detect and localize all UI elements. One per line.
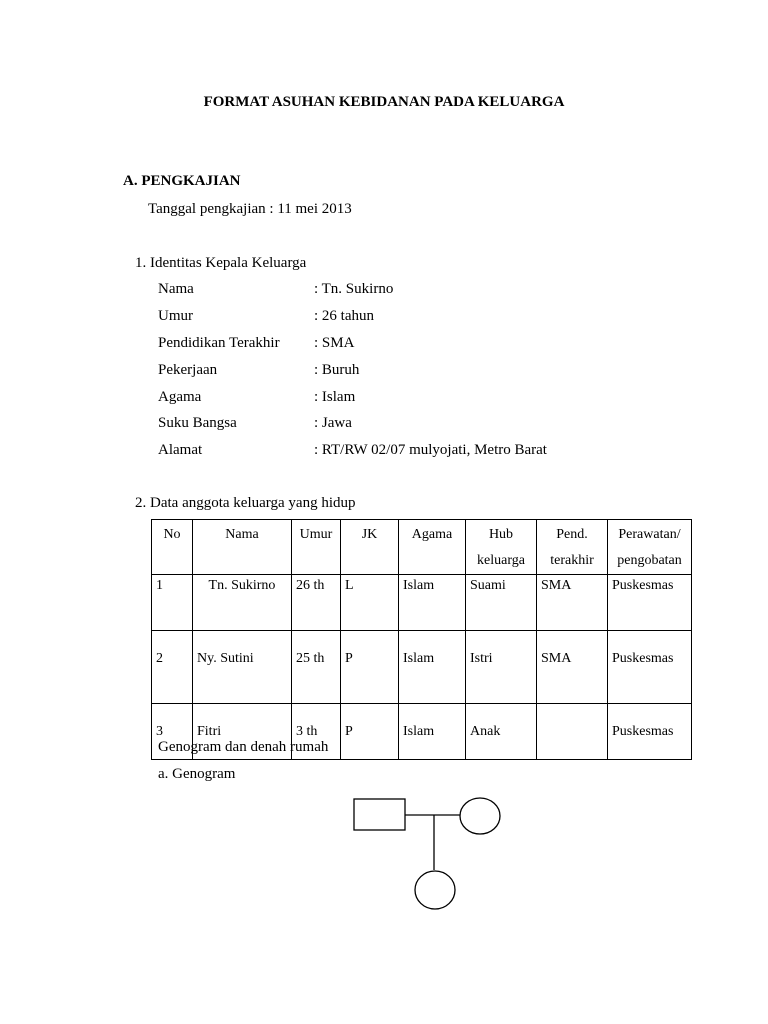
cell-nama: Fitri — [193, 704, 292, 760]
header-pend-line2: terakhir — [550, 553, 594, 568]
field-label-alamat: Alamat — [158, 442, 203, 458]
genogram-child-circle — [415, 871, 455, 909]
cell-umur: 25 th — [292, 631, 341, 704]
header-rawat-line2: pengobatan — [617, 553, 682, 568]
header-jk: JK — [341, 520, 399, 575]
table-row — [152, 631, 692, 704]
header-pend — [537, 520, 608, 575]
field-value-pendidikan: : SMA — [314, 335, 355, 351]
cell-jk: P — [341, 704, 399, 760]
section-a-heading: A. PENGKAJIAN — [123, 173, 241, 189]
field-value-alamat: : RT/RW 02/07 mulyojati, Metro Barat — [314, 442, 547, 458]
header-no: No — [152, 520, 193, 575]
field-value-nama: : Tn. Sukirno — [314, 281, 394, 297]
cell-nama: Tn. Sukirno — [193, 575, 292, 631]
cell-hub: Anak — [466, 704, 537, 760]
genogram-diagram — [340, 790, 510, 920]
header-hub-line1: Hub — [488, 527, 514, 542]
cell-no: 3 — [152, 704, 193, 760]
cell-jk: P — [341, 631, 399, 704]
header-rawat — [608, 520, 692, 575]
cell-umur: 3 th — [292, 704, 341, 760]
header-agama: Agama — [399, 520, 466, 575]
field-label-umur: Umur — [158, 308, 193, 324]
field-label-pendidikan: Pendidikan Terakhir — [158, 335, 280, 351]
family-members-table — [151, 519, 692, 760]
genogram-male-square — [354, 799, 405, 830]
cell-rawat: Puskesmas — [608, 575, 692, 631]
header-hub-line2: keluarga — [477, 553, 525, 568]
field-label-pekerjaan: Pekerjaan — [158, 362, 218, 378]
genogram-female-circle — [460, 798, 500, 834]
field-label-agama: Agama — [158, 389, 202, 405]
field-value-umur: : 26 tahun — [314, 308, 374, 324]
assessment-date: Tanggal pengkajian : 11 mei 2013 — [148, 201, 352, 217]
genogram-subheading: a. Genogram — [158, 766, 236, 782]
field-label-nama: Nama — [158, 281, 194, 297]
table-header-row — [152, 520, 692, 575]
cell-hub: Istri — [466, 631, 537, 704]
cell-agama: Islam — [399, 575, 466, 631]
cell-pend — [537, 704, 608, 760]
cell-pend: SMA — [537, 575, 608, 631]
cell-no: 1 — [152, 575, 193, 631]
field-value-agama: : Islam — [314, 389, 356, 405]
table-row — [152, 575, 692, 631]
field-label-suku: Suku Bangsa — [158, 415, 237, 431]
cell-rawat: Puskesmas — [608, 704, 692, 760]
identitas-heading: 1. Identitas Kepala Keluarga — [135, 255, 307, 271]
cell-agama: Islam — [399, 631, 466, 704]
document-title: FORMAT ASUHAN KEBIDANAN PADA KELUARGA — [203, 94, 565, 110]
cell-pend: SMA — [537, 631, 608, 704]
field-value-suku: : Jawa — [314, 415, 352, 431]
cell-rawat: Puskesmas — [608, 631, 692, 704]
header-umur: Umur — [292, 520, 341, 575]
header-pend-line1: Pend. — [556, 527, 588, 542]
genogram-heading: Genogram dan denah rumah — [158, 739, 329, 755]
cell-nama: Ny. Sutini — [193, 631, 292, 704]
header-hub — [466, 520, 537, 575]
cell-hub: Suami — [466, 575, 537, 631]
cell-agama: Islam — [399, 704, 466, 760]
cell-no: 2 — [152, 631, 193, 704]
anggota-heading: 2. Data anggota keluarga yang hidup — [135, 495, 356, 511]
header-rawat-line1: Perawatan/ — [618, 527, 681, 542]
cell-umur: 26 th — [292, 575, 341, 631]
cell-jk: L — [341, 575, 399, 631]
header-nama: Nama — [193, 520, 292, 575]
field-value-pekerjaan: : Buruh — [314, 362, 360, 378]
